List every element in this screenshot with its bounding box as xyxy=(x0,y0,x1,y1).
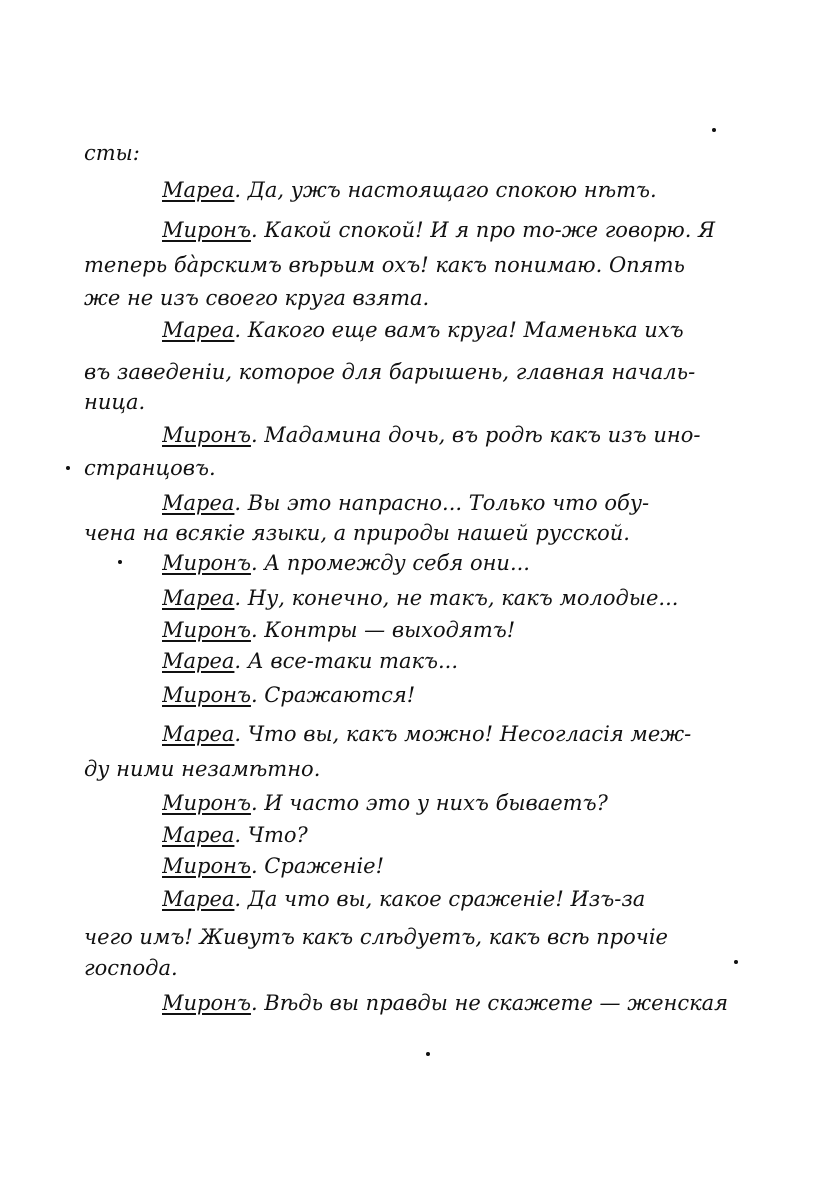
manuscript-line xyxy=(162,680,764,710)
speaker-name: Миронъ xyxy=(162,791,251,815)
manuscript-line xyxy=(84,953,764,983)
speaker-name: Миронъ xyxy=(162,218,251,242)
line-text: . А промежду себя они... xyxy=(250,551,530,575)
line-text: . Сраженіе! xyxy=(250,854,385,878)
manuscript-line xyxy=(84,138,764,168)
speaker-name: Миронъ xyxy=(162,551,251,575)
speaker-name: Мареа xyxy=(162,722,235,746)
manuscript-line xyxy=(84,453,764,483)
manuscript-line xyxy=(162,788,764,818)
manuscript-line xyxy=(162,615,764,645)
manuscript-line xyxy=(84,250,764,280)
line-text: въ заведеніи, которое для барышень, главная началь- xyxy=(84,360,696,384)
line-text: . Что? xyxy=(234,823,308,847)
line-text: . Ну, конечно, не такъ, какъ молодые... xyxy=(234,586,679,610)
ink-speck xyxy=(426,1052,430,1056)
speaker-name: Мареа xyxy=(162,318,235,342)
manuscript-line xyxy=(84,754,764,784)
line-text: . Что вы, какъ можно! Несогласія меж- xyxy=(234,722,692,746)
line-text: сты: xyxy=(84,141,140,165)
line-text: . Какой спокой! И я про то-же говорю. Я xyxy=(250,218,716,242)
line-text: же не изъ своего круга взята. xyxy=(84,286,430,310)
line-text: господа. xyxy=(84,956,178,980)
line-text: . И часто это у нихъ бываетъ? xyxy=(250,791,608,815)
manuscript-line xyxy=(84,518,764,548)
manuscript-line xyxy=(162,420,764,450)
manuscript-line xyxy=(162,175,764,205)
line-text: странцовъ. xyxy=(84,456,216,480)
speaker-name: Мареа xyxy=(162,586,235,610)
speaker-name: Миронъ xyxy=(162,991,251,1015)
line-text: . Какого еще вамъ круга! Маменька ихъ xyxy=(234,318,684,342)
line-text: ду ними незамѣтно. xyxy=(84,757,321,781)
speaker-name: Миронъ xyxy=(162,683,251,707)
speaker-name: Миронъ xyxy=(162,854,251,878)
manuscript-line xyxy=(162,719,764,749)
speaker-name: Мареа xyxy=(162,491,235,515)
manuscript-line xyxy=(84,357,764,387)
speaker-name: Мареа xyxy=(162,823,235,847)
line-text: . А все-таки такъ... xyxy=(234,649,459,673)
line-text: ница. xyxy=(84,390,146,414)
line-text: чего имъ! Живутъ какъ слѣдуетъ, какъ всѣ прочіе xyxy=(84,925,668,949)
speaker-name: Мареа xyxy=(162,887,235,911)
manuscript-line xyxy=(162,215,764,245)
manuscript-line xyxy=(84,922,764,952)
line-text: . Да что вы, какое сраженіе! Изъ-за xyxy=(234,887,646,911)
ink-speck xyxy=(66,466,70,470)
ink-speck xyxy=(118,560,122,564)
manuscript-line xyxy=(162,820,764,850)
line-text: теперь ба̀рскимъ вѣрьим охъ! какъ понимаю. Опять xyxy=(84,253,685,277)
manuscript-line xyxy=(84,283,764,313)
speaker-name: Мареа xyxy=(162,178,235,202)
manuscript-line xyxy=(162,583,764,613)
manuscript-line xyxy=(162,548,764,578)
speaker-name: Миронъ xyxy=(162,423,251,447)
manuscript-line xyxy=(162,488,764,518)
ink-speck xyxy=(712,128,716,132)
speaker-name: Миронъ xyxy=(162,618,251,642)
manuscript-line xyxy=(84,387,764,417)
line-text: чена на всякіе языки, а природы нашей русской. xyxy=(84,521,630,545)
manuscript-line xyxy=(162,988,764,1018)
line-text: . Вѣдь вы правды не скажете — женская xyxy=(250,991,729,1015)
manuscript-line xyxy=(162,646,764,676)
line-text: . Вы это напрасно... Только что обу- xyxy=(234,491,650,515)
manuscript-line xyxy=(162,884,764,914)
manuscript-line xyxy=(162,315,764,345)
line-text: . Мадамина дочь, въ родѣ какъ изъ ино- xyxy=(250,423,701,447)
speaker-name: Мареа xyxy=(162,649,235,673)
line-text: . Сражаются! xyxy=(250,683,416,707)
line-text: . Контры — выходятъ! xyxy=(250,618,516,642)
manuscript-line xyxy=(162,851,764,881)
line-text: . Да, ужъ настоящаго спокою нѣтъ. xyxy=(234,178,657,202)
